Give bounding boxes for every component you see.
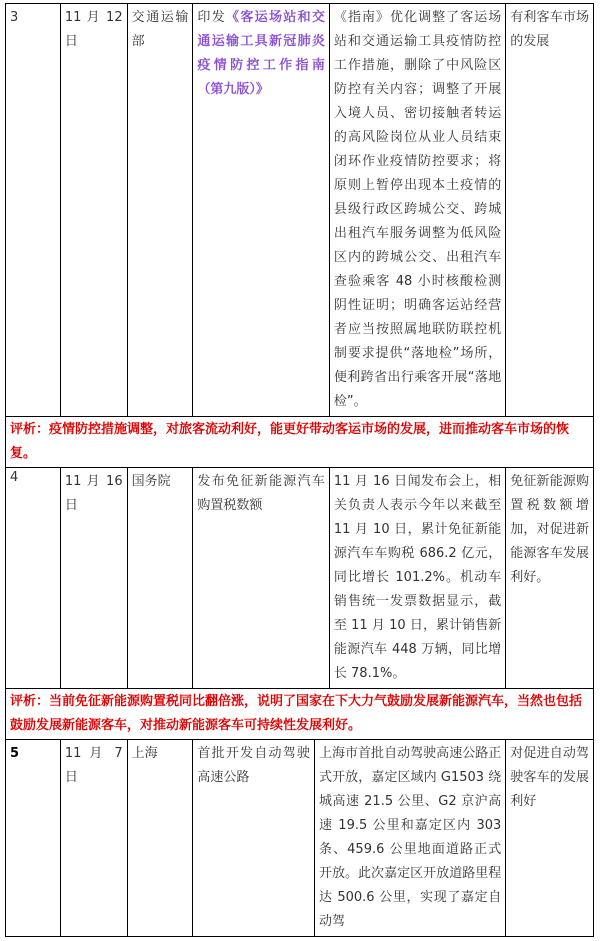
- row-issuer: 交通运输部: [128, 4, 194, 416]
- comment-text: 评析：当前免征新能源购置税同比翻倍涨，说明了国家在下大力气鼓励发展新能源汽车，当然也包括鼓励发展新能源客车，对推动新能源客车可持续性发展利好。: [10, 694, 583, 733]
- table-row: [5, 3, 594, 417]
- table-row: [5, 739, 594, 937]
- row-date: 11 月 12 日: [61, 4, 128, 416]
- row-number: 5: [6, 740, 61, 936]
- row-issuer: 国务院: [128, 468, 194, 688]
- row-date: 11 月 7 日: [61, 740, 128, 936]
- row-impact: 免征新能源购置税数额增加，对促进新能源客车发展利好。: [510, 474, 589, 585]
- row-event: 首批开发自动驾驶高速公路: [193, 740, 315, 936]
- comment-row: [5, 416, 594, 468]
- event-prefix: 印发: [197, 10, 227, 25]
- row-event: 发布免征新能源汽车购置税数额: [193, 468, 330, 688]
- comment-text: 评析：疫情防控措施调整，对旅客流动利好，能更好带动客运市场的发展，进而推动客车市场的恢复。: [10, 422, 570, 461]
- row-issuer: 上海: [128, 740, 194, 936]
- row-impact: 对促进自动驾驶客车的发展利好: [510, 746, 589, 809]
- row-number: 3: [6, 4, 61, 416]
- row-content: 《指南》优化调整了客运场站和交通运输工具疫情防控工作措施，删除了中风险区防控有关内容；调整了开展入境人员、密切接触者转运的高风险岗位从业人员结束闭环作业疫情防控要求；将原则上暂停出现本土疫情的县级行政区跨城公交、跨城出租汽车服务调整为低风险区内的跨城公交、出租汽车查验乘客 48 小时核酸检测阴性证明；明确客运站经营者应当按照属地联防联控机制要求提供“落地检”场所，便利跨省出行乘客开展“落地检”。: [330, 4, 506, 416]
- row-number: 4: [6, 468, 61, 688]
- row-event: [193, 4, 330, 416]
- row-date: 11 月 16 日: [61, 468, 128, 688]
- row-impact: 有利客车市场的发展: [510, 10, 589, 49]
- row-content: 上海市首批自动驾驶高速公路正式开放，嘉定区域内 G1503 绕城高速 21.5 公里、G2 京沪高速 19.5 公里和嘉定区内 303 条、459.6 公里地面道路正式开放。此次嘉定区开放道路里程达 500.6 公里，实现了嘉定自动驾: [315, 740, 506, 936]
- guide-link[interactable]: 《客运场站和交通运输工具新冠肺炎疫情防控工作指南（第九版）》: [197, 10, 325, 97]
- comment-row: [5, 688, 594, 740]
- table-row: [5, 467, 594, 689]
- row-content: 11 月 16 日闻发布会上，相关负责人表示今年以来截至 11 月 10 日，累计免征新能源汽车车购税 686.2 亿元，同比增长 101.2%。机动车销售统一发票数据显示，截至 11 月 10 日，累计销售新能源汽车 448 万辆，同比增长 78.1%。: [330, 468, 506, 688]
